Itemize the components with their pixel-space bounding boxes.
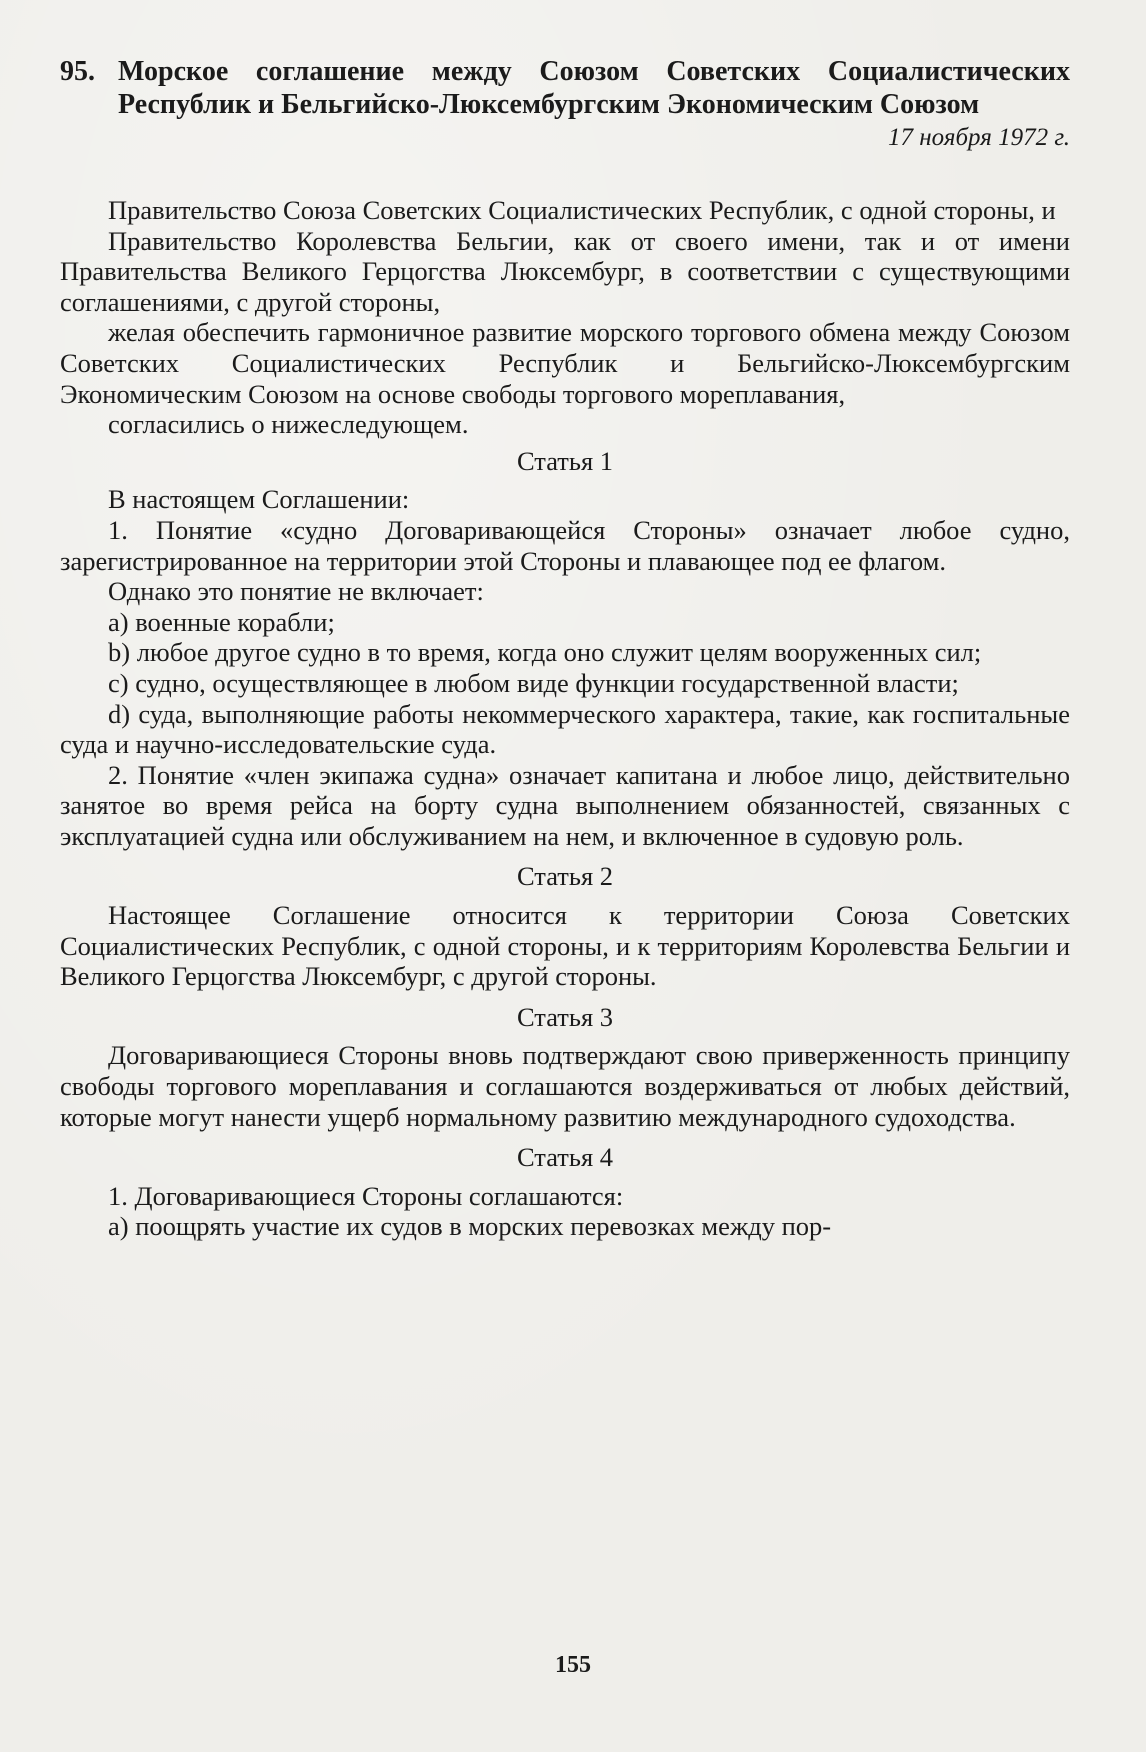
article-2-paragraph: Настоящее Соглашение относится к территории Союза Советских Социалистических Республик, с одной стороны, и к территориям Королевства Бельгии и Великого Герцогства Люксембург, с другой стороны. — [60, 900, 1070, 992]
article-1-item: b) любое другое судно в то время, когда оно служит целям вооруженных сил; — [108, 637, 982, 668]
preamble-paragraph: Правительство Союза Советских Социалистических Республик, с одной стороны, и — [108, 195, 1056, 225]
document-number: 95. — [60, 56, 95, 87]
article-1-item: d) суда, выполняющие работы некоммерческого характера, такие, как госпитальные суда и научно-исследовательские суда. — [60, 698, 1070, 760]
document-title — [60, 55, 1070, 121]
article-1-heading: Статья 1 — [516, 445, 614, 476]
article-1-paragraph: 1. Понятие «судно Договаривающейся Стороны» означает любое судно, зарегистрированное на территории этой Стороны и плавающее под ее флагом. — [60, 514, 1070, 576]
document-body — [60, 195, 1070, 1242]
article-2-heading: Статья 2 — [516, 861, 614, 892]
preamble-paragraph: согласились о нижеследующем. — [108, 409, 469, 440]
document-date: 17 ноября 1972 г. — [888, 124, 1070, 151]
article-1-paragraph: В настоящем Соглашении: — [108, 484, 410, 515]
article-1-item: a) военные корабли; — [108, 606, 335, 637]
article-4-paragraph: 1. Договаривающиеся Стороны соглашаются: — [108, 1180, 624, 1211]
article-4-heading: Статья 4 — [516, 1142, 614, 1173]
article-1-item: c) судно, осуществляющее в любом виде функции государственной власти; — [108, 667, 959, 698]
preamble-paragraph: Правительство Королевства Бельгии, как от своего имени, так и от имени Правительства Великого Герцогства Люксембург, в соответствии с существующими соглашениями, с другой стороны, — [60, 225, 1070, 317]
article-1-paragraph: Однако это понятие не включает: — [108, 576, 484, 607]
article-1-paragraph: 2. Понятие «член экипажа судна» означает капитана и любое лицо, действительно занятое во время рейса на борту судна выполнением обязанностей, связанных с эксплуатацией судна или обслуживанием на нем, и включенное в судовую роль. — [60, 759, 1070, 851]
page-number: 155 — [555, 1652, 591, 1678]
article-4-item: a) поощрять участие их судов в морских перевозках между пор- — [108, 1211, 832, 1242]
document-title-text: Морское соглашение между Союзом Советских Социалистических Республик и Бельгийско-Люксембургским Экономическим Союзом — [118, 56, 1070, 120]
preamble-paragraph: желая обеспечить гармоничное развитие морского торгового обмена между Союзом Советских Социалистических Республик и Бельгийско-Люксембургским Экономическим Союзом на основе свободы торгового мореплавания, — [60, 317, 1070, 409]
article-3-paragraph: Договаривающиеся Стороны вновь подтверждают свою приверженность принципу свободы торгового мореплавания и соглашаются воздерживаться от любых действий, которые могут нанести ущерб нормальному развитию международного судоходства. — [60, 1040, 1070, 1132]
article-3-heading: Статья 3 — [516, 1001, 614, 1032]
document-content — [60, 55, 1070, 1242]
